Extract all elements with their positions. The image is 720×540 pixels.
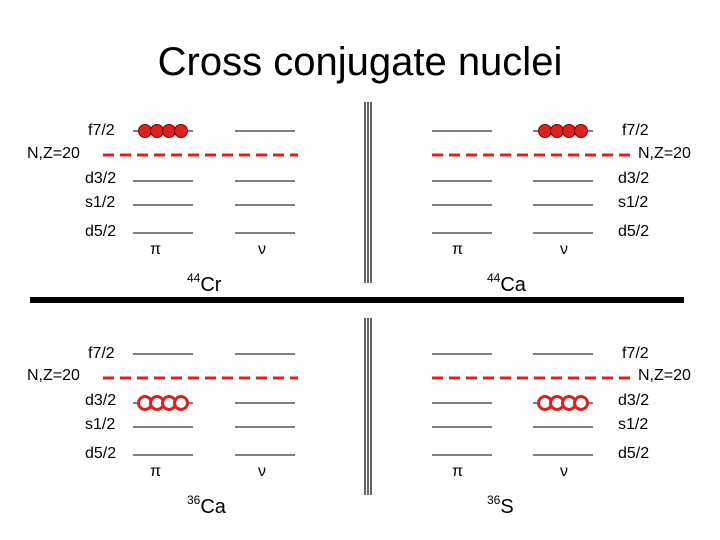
nucleus-tr: $^{44}$Ca bbox=[487, 271, 526, 296]
label-tl-gap: N,Z=20 bbox=[27, 145, 80, 162]
label-bl-d52: d5/2 bbox=[85, 445, 117, 462]
particle-tr-1 bbox=[539, 125, 552, 138]
label-br-nu: ν bbox=[560, 463, 568, 480]
label-tl-d32: d3/2 bbox=[85, 170, 117, 187]
label-tl-s12: s1/2 bbox=[85, 194, 116, 211]
label-tl-f72: f7/2 bbox=[88, 122, 115, 139]
label-tr-d32: d3/2 bbox=[618, 170, 650, 187]
particle-tl-3 bbox=[163, 125, 176, 138]
label-br-s12: s1/2 bbox=[618, 416, 649, 433]
particle-tr-3 bbox=[563, 125, 576, 138]
label-tr-s12: s1/2 bbox=[618, 194, 649, 211]
label-br-pi: π bbox=[452, 463, 464, 480]
hole-br-4 bbox=[575, 397, 588, 410]
label-br-f72: f7/2 bbox=[622, 345, 649, 362]
label-tr-d52: d5/2 bbox=[618, 223, 650, 240]
label-bl-pi: π bbox=[150, 463, 162, 480]
hole-bl-4 bbox=[175, 397, 188, 410]
particle-tl-2 bbox=[151, 125, 164, 138]
particle-tr-4 bbox=[575, 125, 588, 138]
particle-tl-4 bbox=[175, 125, 188, 138]
label-tr-gap: N,Z=20 bbox=[638, 145, 691, 162]
label-bl-d32: d3/2 bbox=[85, 392, 117, 409]
nucleus-tl: $^{44}$Cr bbox=[187, 271, 222, 296]
particle-tr-2 bbox=[551, 125, 564, 138]
label-br-d32: d3/2 bbox=[618, 392, 650, 409]
label-tr-f72: f7/2 bbox=[622, 122, 649, 139]
nucleus-br: $^{36}$S bbox=[487, 493, 514, 518]
label-br-d52: d5/2 bbox=[618, 445, 650, 462]
label-bl-gap: N,Z=20 bbox=[27, 367, 80, 384]
label-tr-pi: π bbox=[452, 241, 464, 258]
label-tl-nu: ν bbox=[258, 241, 266, 258]
label-bl-f72: f7/2 bbox=[88, 345, 115, 362]
label-tl-pi: π bbox=[150, 241, 162, 258]
label-tl-d52: d5/2 bbox=[85, 223, 117, 240]
label-tr-nu: ν bbox=[560, 241, 568, 258]
page-title: Cross conjugate nuclei bbox=[157, 40, 563, 84]
label-br-gap: N,Z=20 bbox=[638, 367, 691, 384]
label-bl-s12: s1/2 bbox=[85, 416, 116, 433]
nucleus-bl: $^{36}$Ca bbox=[187, 493, 226, 518]
label-bl-nu: ν bbox=[258, 463, 266, 480]
particle-tl-1 bbox=[139, 125, 152, 138]
